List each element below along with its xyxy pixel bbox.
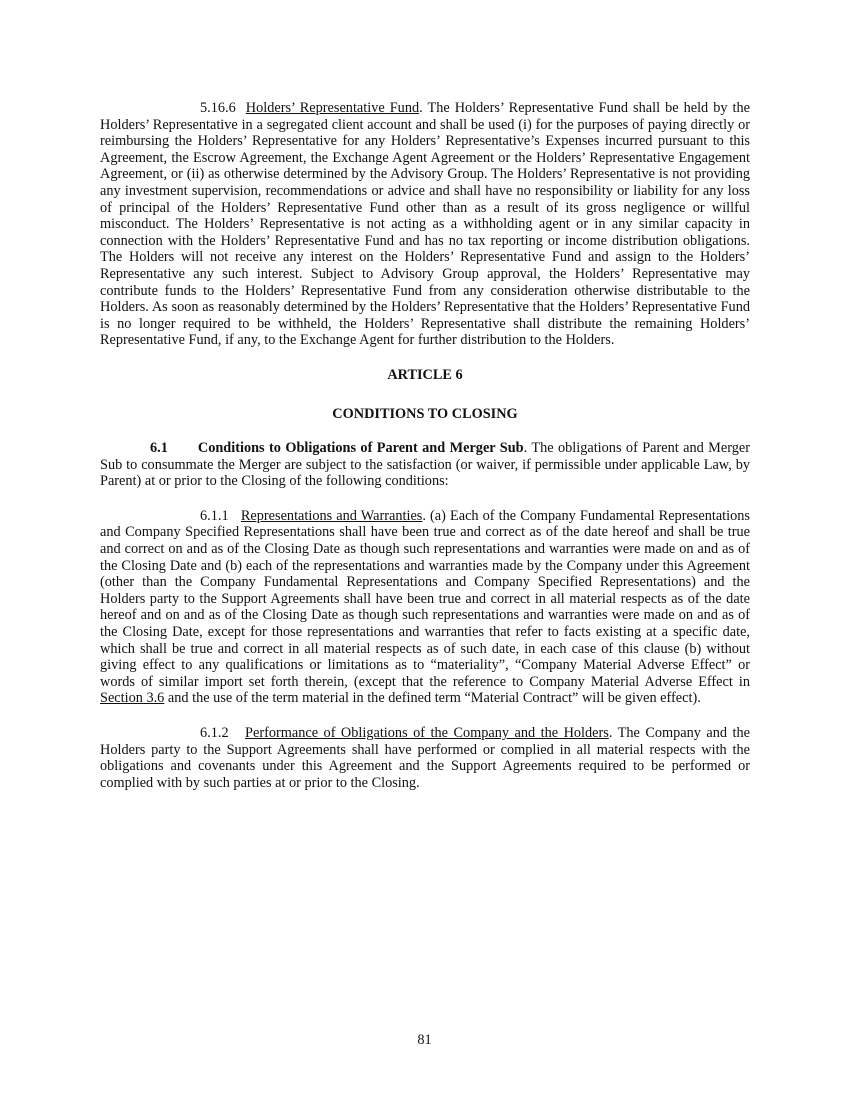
section-heading: Performance of Obligations of the Company and the Holders xyxy=(245,725,609,741)
section-number: 6.1.1 xyxy=(200,507,229,524)
article-subtitle: CONDITIONS TO CLOSING xyxy=(332,405,518,422)
article-title: ARTICLE 6 xyxy=(387,366,463,383)
section-body: . The Holders’ Representative Fund shall be held by the Holders’ Representative in a segregated client account and shall be used (i) for the purposes of paying directly or reimbursing the Holders’ Representative for any Holders’ Representative’s Expenses incurred pursuant to this Agreement, the Escrow Agreement, the Exchange Agent Agreement or the Holders’ Representative Engagement Agreement, or (ii) as otherwise determined by the Advisory Group. The Holders’ Representative is not providing any investment supervision, recommendations or advice and shall have no responsibility or liability for any loss of principal of the Holders’ Representative Fund other than as a result of its gross negligence or willful misconduct. The Holders’ Representative is not acting as a withholding agent or in any similar capacity in connection with the Holders’ Representative Fund and has no tax reporting or income distribution obligations. The Holders will not receive any interest on the Holders’ Representative Fund and assign to the Holders’ Representative any such interest. Subject to Advisory Group approval, the Holders’ Representative may contribute funds to the Holders’ Representative Fund from any consideration otherwise distributable to the Holders. As soon as reasonably determined by the Holders’ Representative that the Holders’ Representative Fund is no longer required to be withheld, the Holders’ Representative shall distribute the remaining Holders’ Representative Fund, if any, to the Exchange Agent for further distribution to the Holders. xyxy=(100,100,750,349)
section-heading: Holders’ Representative Fund xyxy=(245,100,420,116)
section-5-16-6 xyxy=(100,100,750,349)
section-reference-link: Section 3.6 xyxy=(100,690,165,707)
page-number: 81 xyxy=(417,1032,432,1048)
section-number: 6.1.2 xyxy=(200,725,229,741)
section-number: 6.1 xyxy=(150,440,168,457)
section-6-1 xyxy=(100,440,750,490)
document-page xyxy=(100,100,750,791)
section-6-1-1 xyxy=(100,508,750,707)
section-body: . (a) Each of the Company Fundamental Representations and Company Specified Representations shall have been true and correct as of the date hereof and shall be true and correct on and as of the Closing Date as though such representations and warranties were made on and as of the Closing Date and (b) each of the representations and warranties made by the Company under this Agreement (other than the Company Fundamental Representations and Company Specified Representations) and the Holders party to the Support Agreements shall have been true and correct in all material respects as of the date hereof and on and as of the Closing Date as though such representations and warranties were made on and as of the Closing Date, except for those representations and warranties that refer to facts existing at a specific date, which shall be true and correct in all material respects as of such date, in each case of this clause (b) without giving effect to any qualifications or limitations as to “materiality”, “Company Material Adverse Effect” or words of similar import set forth therein, (except that the reference to Company Material Adverse Effect in xyxy=(100,507,750,690)
section-body-continued: and the use of the term material in the defined term “Material Contract” will be given effect). xyxy=(164,690,701,707)
section-heading: Representations and Warranties xyxy=(240,507,423,524)
section-body: . The Company and the Holders party to the Support Agreements shall have performed or complied in all material respects with the obligations and covenants under this Agreement and the Support Agreements required to be performed or complied with by such parties at or prior to the Closing. xyxy=(100,725,750,791)
section-body: . The obligations of Parent and Merger Sub to consummate the Merger are subject to the satisfaction (or waiver, if permissible under applicable Law, by Parent) at or prior to the Closing of the following conditions: xyxy=(100,440,751,490)
section-heading: Conditions to Obligations of Parent and Merger Sub xyxy=(197,440,524,457)
section-6-1-2 xyxy=(100,725,750,791)
section-number: 5.16.6 xyxy=(200,100,236,116)
